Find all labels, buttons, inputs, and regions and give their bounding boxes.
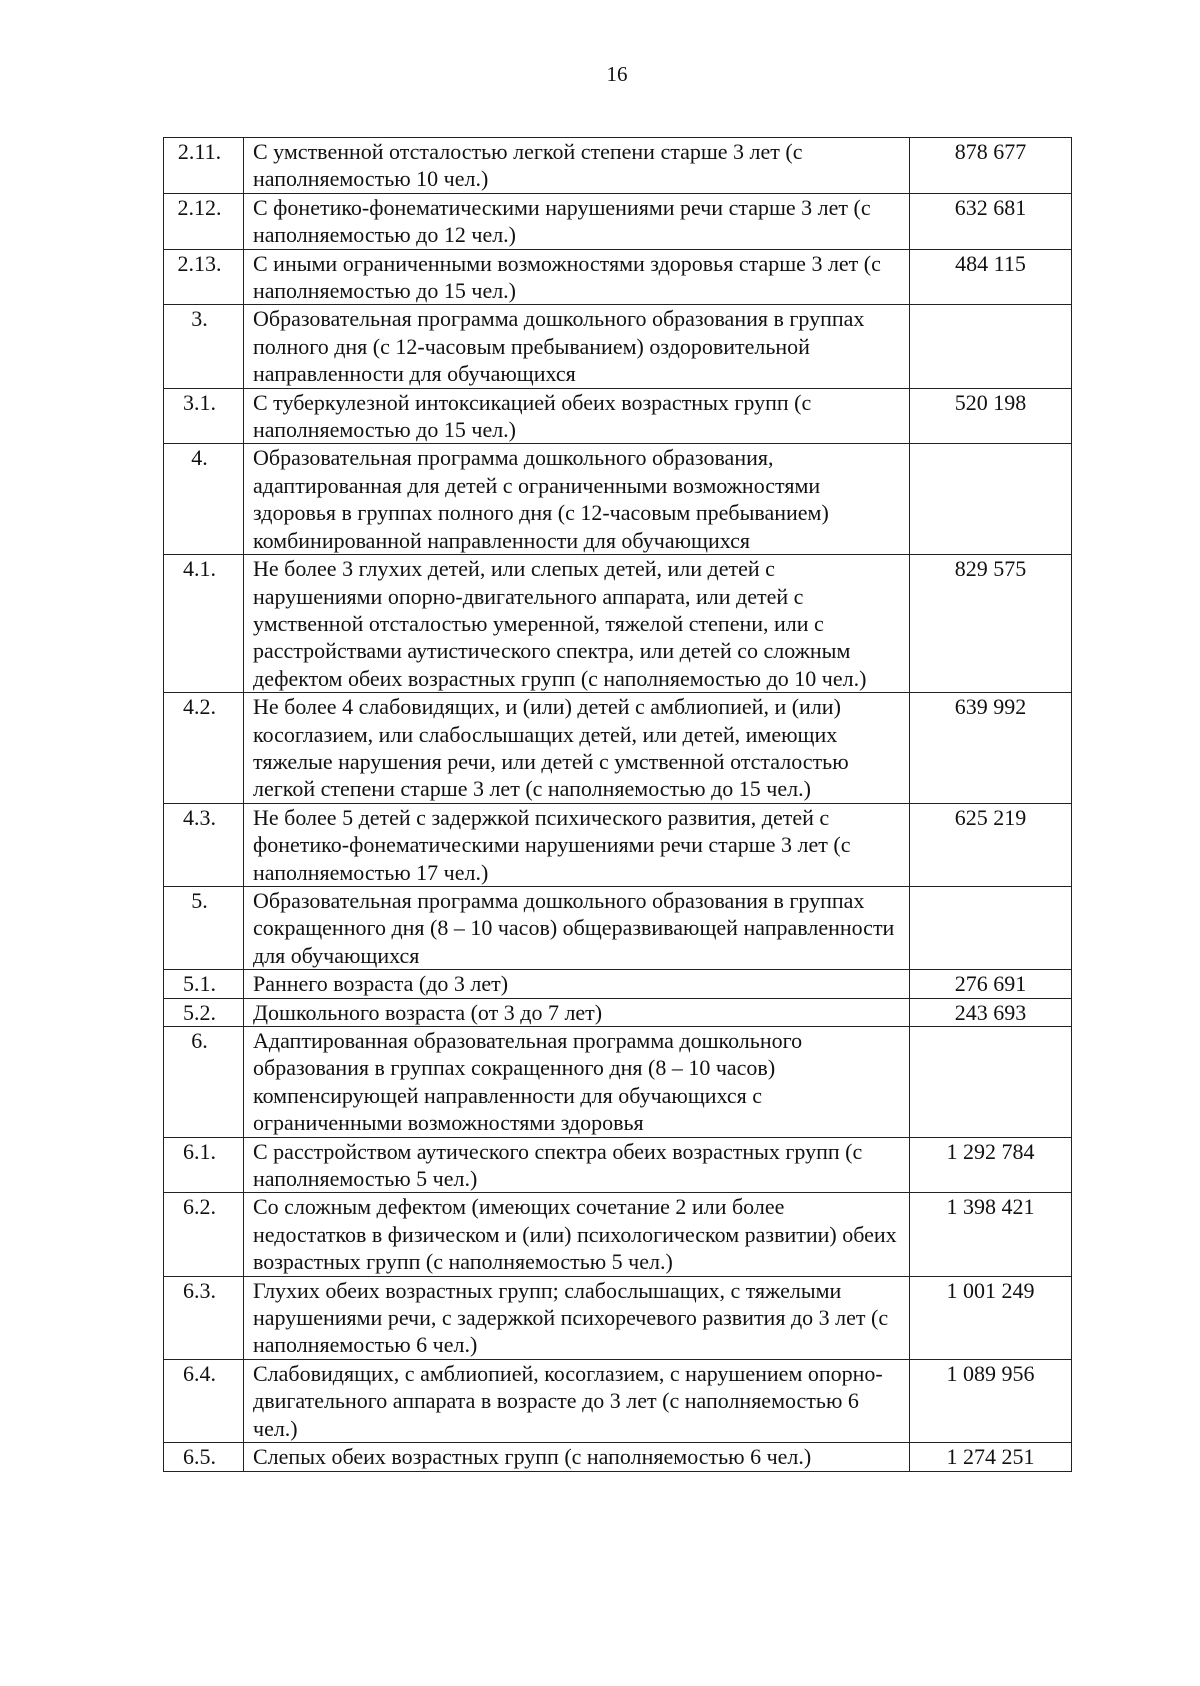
row-number: 4. — [164, 444, 244, 555]
row-value — [910, 444, 1072, 555]
row-number: 2.11. — [164, 138, 244, 194]
row-description: Со сложным дефектом (имеющих сочетание 2 или более недостатков в физическом и (или) психологическом развитии) обеих возрастных групп (с наполняемостью 5 чел.) — [244, 1193, 910, 1276]
row-description: С иными ограниченными возможностями здоровья старше 3 лет (с наполняемостью до 15 чел.) — [244, 249, 910, 305]
row-value: 484 115 — [910, 249, 1072, 305]
row-number: 5.2. — [164, 998, 244, 1026]
row-number: 5. — [164, 886, 244, 969]
row-value: 1 292 784 — [910, 1137, 1072, 1193]
row-number: 4.2. — [164, 693, 244, 804]
table-body — [164, 138, 1072, 1472]
row-value: 1 398 421 — [910, 1193, 1072, 1276]
row-value — [910, 1027, 1072, 1138]
table-row — [164, 249, 1072, 305]
row-description: С туберкулезной интоксикацией обеих возрастных групп (с наполняемостью до 15 чел.) — [244, 388, 910, 444]
table-row — [164, 1193, 1072, 1276]
row-number: 6.3. — [164, 1276, 244, 1359]
table-row — [164, 138, 1072, 194]
row-value: 632 681 — [910, 193, 1072, 249]
row-description: Дошкольного возраста (от 3 до 7 лет) — [244, 998, 910, 1026]
row-value: 829 575 — [910, 555, 1072, 693]
table-row — [164, 193, 1072, 249]
row-number: 6.4. — [164, 1359, 244, 1442]
row-number: 6.5. — [164, 1443, 244, 1471]
table-row — [164, 1359, 1072, 1442]
row-description: Образовательная программа дошкольного образования в группах полного дня (с 12-часовым пребыванием) оздоровительной направленности для обучающихся — [244, 305, 910, 388]
row-number: 4.1. — [164, 555, 244, 693]
row-value: 1 089 956 — [910, 1359, 1072, 1442]
row-value: 1 001 249 — [910, 1276, 1072, 1359]
row-description: Не более 3 глухих детей, или слепых детей, или детей с нарушениями опорно-двигательного аппарата, или детей с умственной отсталостью умеренной, тяжелой степени, или с расстройствами аутистического спектра, или детей со сложным дефектом обеих возрастных групп (с наполняемостью до 10 чел.) — [244, 555, 910, 693]
row-number: 5.1. — [164, 970, 244, 998]
table-row — [164, 555, 1072, 693]
row-value: 878 677 — [910, 138, 1072, 194]
row-description: С фонетико-фонематическими нарушениями речи старше 3 лет (с наполняемостью до 12 чел.) — [244, 193, 910, 249]
table-row — [164, 388, 1072, 444]
row-description: Раннего возраста (до 3 лет) — [244, 970, 910, 998]
row-number: 4.3. — [164, 803, 244, 886]
row-value: 276 691 — [910, 970, 1072, 998]
row-number: 6.1. — [164, 1137, 244, 1193]
row-description: Слабовидящих, с амблиопией, косоглазием, с нарушением опорно-двигательного аппарата в возрасте до 3 лет (с наполняемостью 6 чел.) — [244, 1359, 910, 1442]
table-row — [164, 444, 1072, 555]
row-number: 2.13. — [164, 249, 244, 305]
table-row — [164, 1137, 1072, 1193]
tariff-table — [163, 137, 1072, 1472]
table-row — [164, 998, 1072, 1026]
row-value: 243 693 — [910, 998, 1072, 1026]
row-description: С умственной отсталостью легкой степени старше 3 лет (с наполняемостью 10 чел.) — [244, 138, 910, 194]
table-row — [164, 1027, 1072, 1138]
row-number: 6. — [164, 1027, 244, 1138]
row-description: Слепых обеих возрастных групп (с наполняемостью 6 чел.) — [244, 1443, 910, 1471]
table-row — [164, 970, 1072, 998]
row-value: 1 274 251 — [910, 1443, 1072, 1471]
row-value: 520 198 — [910, 388, 1072, 444]
table-row — [164, 803, 1072, 886]
table-row — [164, 305, 1072, 388]
row-description: Образовательная программа дошкольного образования, адаптированная для детей с ограниченными возможностями здоровья в группах полного дня (с 12-часовым пребыванием) комбинированной направленности для обучающихся — [244, 444, 910, 555]
row-description: Глухих обеих возрастных групп; слабослышащих, с тяжелыми нарушениями речи, с задержкой психоречевого развития до 3 лет (с наполняемостью 6 чел.) — [244, 1276, 910, 1359]
row-description: С расстройством аутического спектра обеих возрастных групп (с наполняемостью 5 чел.) — [244, 1137, 910, 1193]
table-row — [164, 886, 1072, 969]
row-value: 639 992 — [910, 693, 1072, 804]
row-description: Образовательная программа дошкольного образования в группах сокращенного дня (8 – 10 часов) общеразвивающей направленности для обучающихся — [244, 886, 910, 969]
row-number: 3.1. — [164, 388, 244, 444]
row-description: Не более 5 детей с задержкой психического развития, детей с фонетико-фонематическими нарушениями речи старше 3 лет (с наполняемостью 17 чел.) — [244, 803, 910, 886]
row-value: 625 219 — [910, 803, 1072, 886]
row-description: Адаптированная образовательная программа дошкольного образования в группах сокращенного дня (8 – 10 часов) компенсирующей направленности для обучающихся с ограниченными возможностями здоровья — [244, 1027, 910, 1138]
table-row — [164, 1443, 1072, 1471]
row-number: 6.2. — [164, 1193, 244, 1276]
table-row — [164, 693, 1072, 804]
row-number: 2.12. — [164, 193, 244, 249]
row-value — [910, 886, 1072, 969]
page-number: 16 — [606, 62, 628, 86]
row-description: Не более 4 слабовидящих, и (или) детей с амблиопией, и (или) косоглазием, или слабослышащих детей, или детей, имеющих тяжелые нарушения речи, или детей с умственной отсталостью легкой степени старше 3 лет (с наполняемостью до 15 чел.) — [244, 693, 910, 804]
row-value — [910, 305, 1072, 388]
table-row — [164, 1276, 1072, 1359]
row-number: 3. — [164, 305, 244, 388]
